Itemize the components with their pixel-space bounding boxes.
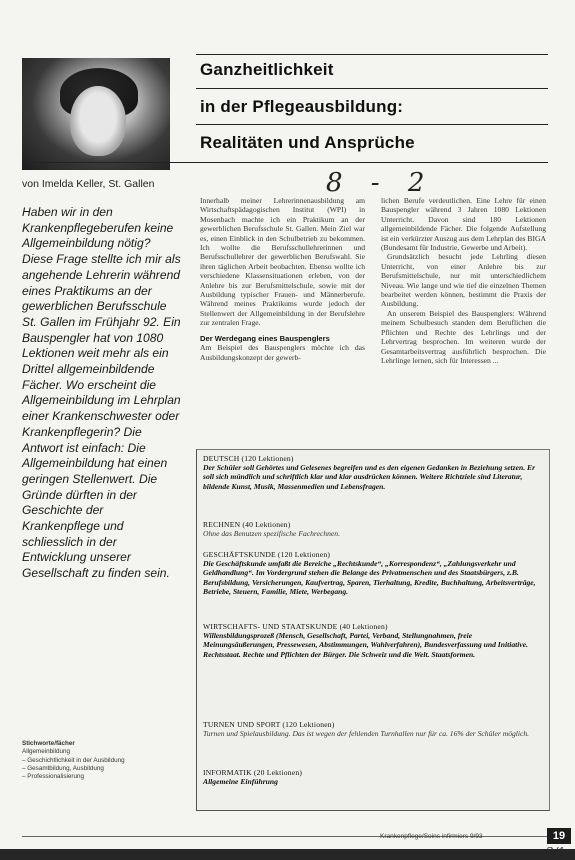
article-title-line2: in der Pflegeausbildung: (200, 97, 404, 116)
title-rule-2 (196, 124, 548, 125)
curriculum-section-informatik (203, 768, 543, 786)
author-byline: von Imelda Keller, St. Gallen (22, 178, 155, 190)
column2-paragraph-3: An unserem Beispiel des Bauspenglers: Während meinem Schulbesuch standen dem Beruflichen die Pflichten und Rechte des Lehrlings und der Lehrvertrag besprochen. Im weiteren wurde der Gesamtarbeitsvertrag ausführlich besprochen. Die Lehrlinge lernen, sich für Interessen ... (381, 308, 546, 365)
column2-paragraph-1: lichen Berufe verdeutlichen. Eine Lehre für einen Bauspengler während 3 Jahren 1080 Lektionen Unterricht. Davon sind 180 Lektionen allgemeinbildende Fächer. Die folgende Aufstellung ist ein verkürzter Auszug aus dem Lehrplan des BIGA (Bundesamt für Industrie, Gewerbe und Arbeit). (381, 196, 546, 253)
curriculum-section-geschaeftskunde (203, 550, 543, 596)
body-column-2 (381, 196, 546, 365)
section-heading: INFORMATIK (20 Lektionen) (203, 768, 303, 777)
column1-paragraph-2: Am Beispiel des Bauspenglers möchte ich das Ausbildungskonzept der gewerb- (200, 343, 365, 362)
section-heading: GESCHÄFTSKUNDE (120 Lektionen) (203, 550, 331, 559)
section-text: Turnen und Spielausbildung. Das ist wegen der fehlenden Turnhallen nur für ca. 16% der Schüler möglich. (203, 729, 530, 738)
curriculum-box (196, 449, 550, 811)
title-rule-1 (196, 88, 548, 89)
curriculum-section-wirtschaft (203, 622, 543, 659)
section-text: Ohne das Benutzen spezifische Fachrechnen. (203, 529, 341, 538)
handwritten-note: 8 - 2 (326, 168, 435, 198)
curriculum-section-deutsch (203, 454, 543, 491)
curriculum-section-turnen (203, 720, 543, 738)
curriculum-section-rechnen (203, 520, 543, 538)
section-text: Willensbildungsprozeß (Mensch, Gesellschaft, Partei, Verband, Stellungnahmen, freie Meinungsäußerungen, Pressewesen, Abstimmungen, Wahlverfahren), Bundesverfassung und Initiative. Rechtsstaat. Rechte und Pflichten der Bürger. Die Schweiz und die Welt. Staatsformen. (203, 631, 528, 659)
column1-paragraph-1: Innerhalb meiner Lehrerinnenausbildung am Wirtschaftspädagogischen Institut (WPI) in Mosenbach machte ich ein Praktikum an der gewerblichen Berufsschule St. Gallen. Mein Ziel war es, einen Einblick in den Schulbetrieb zu bekommen. Ich wollte die Berufsschullehrerinnen und Berufsschullehrer der gewerblichen Berufswahl. Sie ihren täglichen Arbeit beobachten. Ebenso wollte ich verschiedene Klassensituationen erleben, von der Anlehre bis zur Berufsmittelschule, sowie mit der Ausbildung typischer Frauen- und Männerberufe. Während meines Praktikums wurde jedoch der Stellenwert der Allgemeinbildung in der Berufslehre zur zentralen Frage. (200, 196, 365, 328)
column1-heading: Der Werdegang eines Bauspenglers (200, 333, 330, 343)
notes-item: – Geschichtlichkeit in der Ausbildung (22, 756, 125, 764)
section-heading: WIRTSCHAFTS- UND STAATSKUNDE (40 Lektionen) (203, 622, 388, 631)
notes-item-text: Professionalisierung (27, 773, 84, 781)
article-title-line3: Realitäten und Ansprüche (200, 133, 415, 152)
article-title-line1: Ganzheitlichkeit (200, 60, 334, 79)
author-photo (22, 58, 170, 170)
page-number: 19 (547, 828, 571, 844)
section-text: Die Geschäftskunde umfaßt die Bereiche „Rechtskunde“, „Korrespondenz“, „Zahlungsverkehr und Geldhandlung“. Im Vordergrund stehen die Belange des Privatmenschen und des Staatsbürgers, z.B. Berufsbildung, Versicherungen, Kaufvertrag, Sparen, Tierhaltung, Kredite, Buchhaltung, Arbeitsverträge, Betriebe, Steuern, Familie, Miete, Werbegang. (203, 559, 536, 596)
photo-face (70, 86, 126, 156)
section-heading: DEUTSCH (120 Lektionen) (203, 454, 294, 463)
notes-item: – Professionalisierung (22, 773, 84, 781)
notes-item: – Gesamtbildung, Ausbildung (22, 764, 104, 772)
section-text: Allgemeine Einführung (203, 777, 278, 786)
body-column-1 (200, 196, 365, 362)
section-heading: TURNEN UND SPORT (120 Lektionen) (203, 720, 335, 729)
notes-item: Allgemeinbildung (22, 748, 70, 756)
journal-name: Krankenpflege/Soins infirmiers 9/93 (380, 833, 483, 840)
notes-title: Stichworte/fächer (22, 740, 75, 747)
keyword-notes (22, 740, 162, 781)
section-heading: RECHNEN (40 Lektionen) (203, 520, 291, 529)
title-rule-top (196, 54, 548, 55)
title-rule-bottom (22, 162, 548, 163)
section-text: Der Schüler soll Gehörtes und Gelesenes begreifen und es den eigenen Gedanken in Beziehung setzen. Er soll sich mündlich und schriftlich klar und klar ausdrücken können. Weitere Richtziele sind Literatur, bildende Kunst, Musik, Massenmedien und Lebensfragen. (203, 463, 536, 491)
column2-paragraph-2: Grundsätzlich besucht jede Lehrling diesen Unterricht, von einer Anlehre bis zur Berufsmittelschule, nur mit unterschiedlichem Niveau. Wie lange und wie tief die einzelnen Themen bearbeitet werden können, bestimmt die Praxis der Ausbildung. (381, 252, 546, 309)
intro-paragraph: Haben wir in den Krankenpflegeberufen keine Allgemeinbildung nötig? Diese Frage stellte ich mir als angehende Lehrerin während eines Praktikums an der gewerblichen Berufsschule St. Gallen im Frühjahr 92. Ein Bauspengler hat von 1080 Lektionen weit mehr als ein Drittel allgemeinbildende Fächer. Wo erscheint die Allgemeinbildung im Lehrplan einer Krankenschwester oder Krankenpflegerin? Die Antwort ist einfach: Die Allgemeinbildung hat einen geringen Stellenwert. Die Gründe dürften in der Geschichte der Krankenpflege und schliesslich in der Entwicklung unserer Gesellschaft zu finden sein. (22, 205, 181, 581)
scan-edge-band (0, 849, 575, 860)
notes-item-text: Gesamtbildung, Ausbildung (27, 764, 104, 772)
notes-item-text: Geschichtlichkeit in der Ausbildung (27, 756, 125, 764)
